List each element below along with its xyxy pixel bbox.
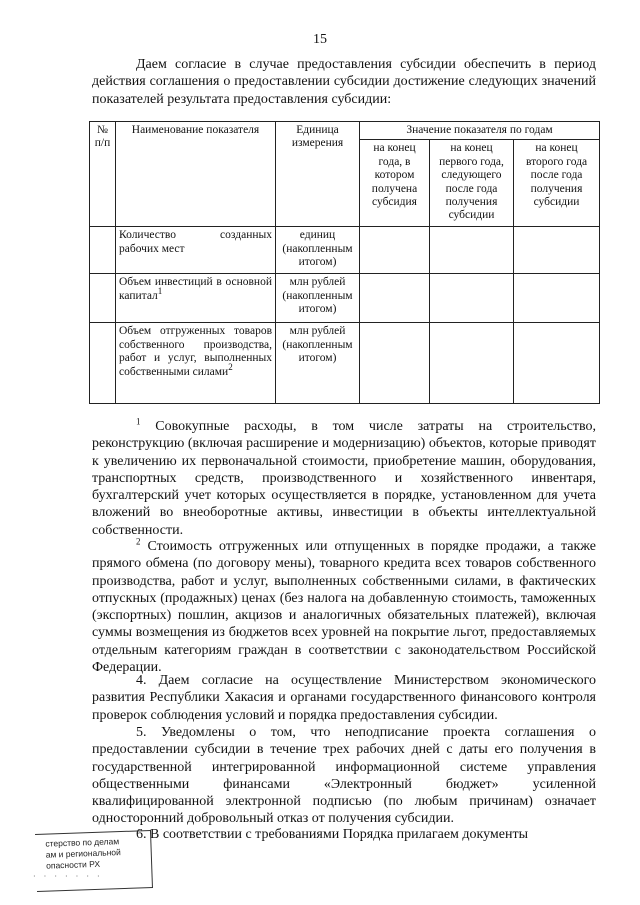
row-value-year-2 (430, 274, 514, 323)
table-header-row (90, 122, 600, 140)
table-row (90, 227, 600, 274)
intro-paragraph: Даем согласие в случае предоставления субсидии обеспечить в период действия соглашения о предоставлении субсидии достижение следующих значений показателей результата предоставления субсидии: (92, 57, 596, 107)
header-year-2: на конец первого года, следующего после года получения субсидии (430, 140, 514, 227)
row-num (90, 227, 116, 274)
header-year-3: на конец второго года после года получения субсидии (514, 140, 600, 227)
header-name: Наименование показателя (116, 122, 276, 227)
paragraph-6: 6. В соответствии с требованиями Порядка прилагаем документы (136, 827, 529, 842)
header-num: № п/п (90, 122, 116, 227)
stamp-line-3: опасности РХ (45, 858, 101, 871)
header-year-1: на конец года, в котором получена субсидия (360, 140, 430, 227)
row-value-year-1 (360, 274, 430, 323)
row-num (90, 274, 116, 323)
header-unit: Единица измерения (276, 122, 360, 227)
row-name: Объем инвестиций в основной капитал$^1$ (116, 274, 276, 323)
row-value-year-3 (514, 227, 600, 274)
row-name: Объем отгруженных товаров собственного производства, работ и услуг, выполненных собственными силами$^2$ (116, 323, 276, 404)
paragraph-4: 4. Даем согласие на осуществление Министерством экономического развития Республики Хакасия и органами государственного финансового контроля проверок соблюдения условий и порядка предоставления субсидии. (92, 673, 596, 723)
row-unit: единиц (накопленным итогом) (276, 227, 360, 274)
row-num (90, 323, 116, 404)
footnote-2: $^2$ Стоимость отгруженных или отпущенных в порядке продажи, а также прямого обмена (по договору мены), товарного кредита всех товаров собственного производства, работ и услуг, выполненных собственными силами, в фактических отпускных (продажных) ценах (без налога на добавленную стоимость, таможенных (экспортных) пошлин, акцизов и аналогичных обязательных платежей), включая суммы возмещения из бюджетов всех уровней на покрытие льгот, предоставляемых отдельным категориям граждан в соответствии с законодательством Российской Федерации. (92, 536, 597, 676)
row-unit: млн рублей (накопленным итогом) (276, 323, 360, 404)
row-value-year-2 (430, 323, 514, 404)
row-name: Количество созданных рабочих мест (116, 227, 276, 274)
registration-stamp (35, 830, 153, 892)
row-value-year-3 (514, 274, 600, 323)
paragraph-5: 5. Уведомлены о том, что неподписание проекта соглашения о предоставлении субсидии в течение трех рабочих дней с даты его получения в государственной интегрированной информационной системе управления общественными финансами «Электронный бюджет» усиленной квалифицированной электронной подписью (по любым причинам) означает односторонний добровольный отказ от получения субсидии. (92, 725, 596, 827)
footnote-1: $^1$ Совокупные расходы, в том числе затраты на строительство, реконструкцию (включая расширение и модернизацию) объектов, которые приводят к увеличению их первоначальной стоимости, приобретение машин, оборудования, транспортных средств, производственного и хозяйственного инвентаря, бухгалтерский учет которых осуществляется в порядке, установленном для учета вложений во внеоборотные активы, инвестиции в объекты интеллектуальной собственности. (92, 416, 597, 538)
row-value-year-1 (360, 227, 430, 274)
page-number: 15 (313, 32, 327, 47)
table-row (90, 274, 600, 323)
row-value-year-1 (360, 323, 430, 404)
row-value-year-3 (514, 323, 600, 404)
row-unit: млн рублей (накопленным итогом) (276, 274, 360, 323)
row-value-year-2 (430, 227, 514, 274)
indicators-table (89, 121, 600, 404)
stamp-line-2: ам и региональной (45, 847, 121, 860)
table-row (90, 323, 600, 404)
header-values-group: Значение показателя по годам (360, 122, 600, 140)
stamp-dots: · · · · · · · (33, 872, 103, 881)
stamp-line-1: стерство по делам (45, 836, 120, 849)
